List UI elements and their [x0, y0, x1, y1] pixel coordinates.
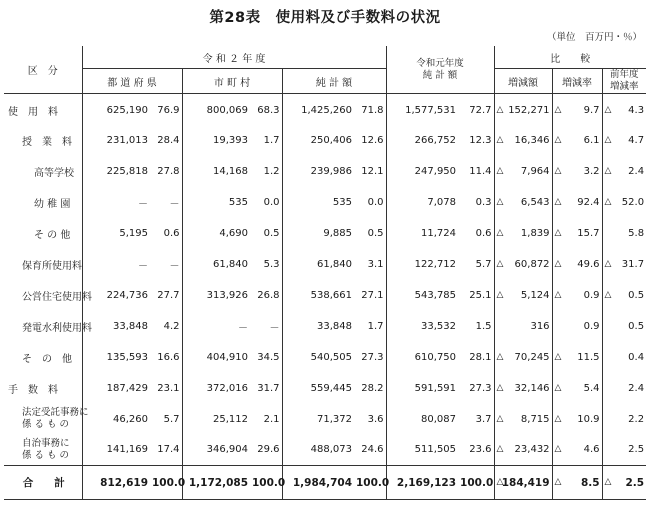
municipality-percent: 31.7 [257, 382, 280, 394]
net-total-percent: 12.1 [361, 165, 384, 177]
decrease-mark: △ [496, 258, 504, 269]
row-label: 幼 稚 園 [34, 198, 71, 210]
table-row [4, 187, 646, 218]
municipality-value: 404,910 [182, 342, 250, 373]
prev-change-rate-value: 31.7 [621, 258, 645, 270]
decrease-mark: △ [604, 165, 612, 176]
r1-net-total-percent: 28.1 [469, 351, 492, 363]
change-amount [494, 404, 552, 435]
prefecture-percent: 17.4 [157, 444, 180, 456]
header-r1-line2: 純 計 額 [422, 69, 458, 81]
prev-change-rate-value: 4.3 [628, 104, 645, 116]
change-amount-value: 5,124 [520, 289, 550, 301]
net-total-percent: 71.8 [361, 104, 384, 116]
municipality-value: 800,069 [182, 94, 250, 125]
change-rate-value: 8.5 [580, 476, 600, 489]
net-total-value: 535 [282, 187, 354, 218]
net-total-value: 540,505 [282, 342, 354, 373]
change-rate-value: 4.6 [583, 444, 600, 456]
change-rate-value: 49.6 [577, 258, 600, 270]
r1-net-total-percent: 1.5 [475, 320, 492, 332]
net-total-percent: 3.1 [367, 258, 384, 270]
decrease-mark: △ [496, 476, 504, 487]
header-prev-rate-line2: 増減率 [610, 81, 639, 92]
r1-net-total-percent: 3.7 [475, 413, 492, 425]
prefecture-value: － [82, 187, 150, 218]
prefecture-percent: 28.4 [157, 134, 180, 146]
decrease-mark: △ [554, 289, 562, 300]
r1-net-total-percent: 12.3 [469, 134, 492, 146]
net-total-value: 9,885 [282, 218, 354, 249]
row-label-line2: 係 る も の [22, 419, 70, 430]
municipality-percent: 1.7 [263, 134, 280, 146]
prefecture-percent: － [169, 260, 180, 272]
net-total-percent: 0.5 [367, 227, 384, 239]
prev-change-rate [602, 156, 646, 187]
prefecture-value: 225,818 [82, 156, 150, 187]
prev-change-rate [602, 311, 646, 342]
prev-change-rate [602, 373, 646, 404]
page-title: 第28表 使用料及び手数料の状況 [209, 10, 441, 26]
prefecture-percent: 27.8 [157, 165, 180, 177]
table-row [4, 218, 646, 249]
r1-net-total-percent: 0.6 [475, 227, 492, 239]
prefecture-percent: 0.6 [163, 227, 180, 239]
header-prev-rate [602, 69, 646, 94]
decrease-mark: △ [496, 351, 504, 362]
total-row [4, 466, 646, 500]
municipality-value: 19,393 [182, 125, 250, 156]
change-rate [552, 311, 602, 342]
prev-change-rate-value: 0.4 [628, 351, 645, 363]
r1-net-total-value: 511,505 [386, 435, 458, 466]
prev-change-rate [602, 435, 646, 466]
prev-change-rate-value: 2.5 [628, 444, 645, 456]
prev-change-rate [602, 404, 646, 435]
net-total-percent: 27.1 [361, 289, 384, 301]
change-amount-value: 60,872 [514, 258, 550, 270]
municipality-value: 25,112 [182, 404, 250, 435]
row-label: そ の 他 [34, 229, 71, 241]
header-municipality: 市 町 村 [182, 69, 282, 94]
row-label-line2: 係 る も の [22, 449, 70, 461]
change-amount [494, 373, 552, 404]
change-rate [552, 435, 602, 466]
r1-net-total-value: 80,087 [386, 404, 458, 435]
prev-change-rate-value: 0.5 [628, 320, 645, 332]
table-row [4, 249, 646, 280]
prefecture-percent: 4.2 [163, 320, 180, 332]
net-total-value: 33,848 [282, 311, 354, 342]
row-label: 手 数 料 [8, 384, 58, 396]
decrease-mark: △ [554, 134, 562, 145]
change-rate [552, 218, 602, 249]
change-rate-value: 5.4 [583, 382, 600, 394]
r1-net-total-percent: 25.1 [469, 289, 492, 301]
header-r1-line1: 令和元年度 [416, 57, 464, 69]
municipality-percent: － [269, 322, 280, 334]
decrease-mark: △ [554, 476, 562, 487]
change-amount-value: 23,432 [514, 444, 550, 456]
prev-change-rate-value: 52.0 [621, 196, 645, 208]
municipality-percent: 68.3 [257, 104, 280, 116]
prev-change-rate [602, 94, 646, 125]
prefecture-value: 135,593 [82, 342, 150, 373]
header-r1 [386, 46, 494, 94]
table-row [4, 342, 646, 373]
change-amount-value: 316 [530, 320, 550, 332]
change-rate-value: 3.2 [583, 165, 600, 177]
r1-net-total-percent: 0.3 [475, 196, 492, 208]
prev-change-rate-value: 2.4 [628, 382, 645, 394]
change-amount-value: 8,715 [520, 413, 550, 425]
prefecture-percent: － [169, 198, 180, 210]
prev-change-rate [602, 249, 646, 280]
change-rate-value: 0.9 [583, 289, 600, 301]
prefecture-value: 224,736 [82, 280, 150, 311]
prefecture-value: － [82, 249, 150, 280]
table-row [4, 311, 646, 342]
municipality-value: 14,168 [182, 156, 250, 187]
change-amount [494, 311, 552, 342]
header-net-total: 純 計 額 [282, 69, 386, 94]
r1-net-total-value: 266,752 [386, 125, 458, 156]
decrease-mark: △ [554, 227, 562, 238]
prev-change-rate-value: 4.7 [628, 134, 645, 146]
change-amount-value: 1,839 [520, 227, 550, 239]
municipality-value: 346,904 [182, 435, 250, 466]
prev-change-rate [602, 280, 646, 311]
net-total-percent: 28.2 [361, 382, 384, 394]
prefecture-value: 46,260 [82, 404, 150, 435]
net-total-value: 488,073 [282, 435, 354, 466]
header-change-rate: 増減率 [552, 69, 602, 94]
decrease-mark: △ [496, 165, 504, 176]
row-label-line1: 法定受託事務に [22, 407, 89, 418]
municipality-value: － [182, 311, 250, 342]
r1-net-total-percent: 72.7 [469, 104, 492, 116]
decrease-mark: △ [496, 444, 504, 455]
change-amount [494, 466, 552, 500]
net-total-percent: 27.3 [361, 351, 384, 363]
change-amount-value: 16,346 [514, 134, 550, 146]
decrease-mark: △ [554, 258, 562, 269]
r1-net-total-value: 11,724 [386, 218, 458, 249]
header-prev-rate-line1: 前年度 [610, 69, 639, 80]
municipality-value: 61,840 [182, 249, 250, 280]
header-comparison: 比 較 [494, 46, 646, 69]
municipality-percent: 0.5 [263, 227, 280, 239]
municipality-percent: 34.5 [257, 351, 280, 363]
net-total-value: 538,661 [282, 280, 354, 311]
table-row [4, 404, 646, 435]
decrease-mark: △ [554, 196, 562, 207]
net-total-value: 1,984,704 [282, 466, 354, 500]
municipality-percent: 26.8 [257, 289, 280, 301]
prev-change-rate-value: 2.5 [625, 476, 645, 489]
row-label: 高等学校 [34, 167, 74, 179]
decrease-mark: △ [554, 444, 562, 455]
prev-change-rate [602, 125, 646, 156]
r1-net-total-percent: 27.3 [469, 382, 492, 394]
decrease-mark: △ [496, 196, 504, 207]
prefecture-value: 141,169 [82, 435, 150, 466]
decrease-mark: △ [554, 413, 562, 424]
decrease-mark: △ [554, 351, 562, 362]
row-label [4, 404, 89, 435]
change-amount-value: 152,271 [508, 104, 550, 116]
unit-label: （単位 百万円・％） [546, 32, 642, 43]
row-label: 使 用 料 [8, 106, 58, 118]
change-amount [494, 94, 552, 125]
change-rate [552, 94, 602, 125]
change-rate-value: 10.9 [577, 413, 600, 425]
municipality-value: 372,016 [182, 373, 250, 404]
change-amount-value: 32,146 [514, 382, 550, 394]
prev-change-rate-value: 2.2 [628, 413, 645, 425]
prefecture-percent: 16.6 [157, 351, 180, 363]
net-total-value: 71,372 [282, 404, 354, 435]
r1-net-total-percent: 100.0 [460, 476, 494, 489]
change-amount [494, 280, 552, 311]
change-amount [494, 435, 552, 466]
header-r2: 令 和 ２ 年 度 [82, 46, 386, 69]
r1-net-total-value: 1,577,531 [386, 94, 458, 125]
decrease-mark: △ [604, 258, 612, 269]
decrease-mark: △ [554, 104, 562, 115]
net-total-percent: 100.0 [356, 476, 390, 489]
prev-change-rate [602, 466, 646, 500]
change-rate [552, 125, 602, 156]
net-total-value: 61,840 [282, 249, 354, 280]
header-change-amount: 増減額 [494, 69, 552, 94]
decrease-mark: △ [496, 227, 504, 238]
net-total-percent: 0.0 [367, 196, 384, 208]
change-amount [494, 249, 552, 280]
prefecture-percent: 100.0 [152, 476, 186, 489]
prefecture-value: 625,190 [82, 94, 150, 125]
net-total-percent: 3.6 [367, 413, 384, 425]
change-rate [552, 404, 602, 435]
header-kubun: 区 分 [4, 46, 82, 94]
data-table [4, 46, 646, 500]
table-row [4, 373, 646, 404]
row-label [4, 435, 82, 466]
change-amount-value: 7,964 [520, 165, 550, 177]
municipality-percent: 29.6 [257, 444, 280, 456]
table-body [4, 94, 646, 500]
r1-net-total-percent: 11.4 [469, 165, 492, 177]
decrease-mark: △ [496, 382, 504, 393]
change-rate [552, 249, 602, 280]
municipality-value: 313,926 [182, 280, 250, 311]
decrease-mark: △ [604, 196, 612, 207]
prev-change-rate-value: 0.5 [628, 289, 645, 301]
prev-change-rate [602, 218, 646, 249]
change-rate [552, 342, 602, 373]
net-total-value: 250,406 [282, 125, 354, 156]
decrease-mark: △ [554, 165, 562, 176]
row-label: そ の 他 [22, 353, 72, 365]
municipality-percent: 0.0 [263, 196, 280, 208]
municipality-value: 1,172,085 [182, 466, 250, 500]
change-rate [552, 466, 602, 500]
r1-net-total-value: 247,950 [386, 156, 458, 187]
header-prefecture: 都 道 府 県 [82, 69, 182, 94]
municipality-percent: 2.1 [263, 413, 280, 425]
table-row [4, 156, 646, 187]
r1-net-total-value: 2,169,123 [386, 466, 458, 500]
decrease-mark: △ [604, 104, 612, 115]
change-amount [494, 342, 552, 373]
change-rate-value: 15.7 [577, 227, 600, 239]
table-row [4, 94, 646, 125]
prev-change-rate [602, 187, 646, 218]
prefecture-value: 812,619 [82, 466, 150, 500]
prefecture-value: 231,013 [82, 125, 150, 156]
net-total-percent: 12.6 [361, 134, 384, 146]
net-total-percent: 24.6 [361, 444, 384, 456]
decrease-mark: △ [496, 413, 504, 424]
prefecture-value: 5,195 [82, 218, 150, 249]
decrease-mark: △ [604, 289, 612, 300]
municipality-percent: 1.2 [263, 165, 280, 177]
table-row [4, 435, 646, 466]
change-rate-value: 9.7 [583, 104, 600, 116]
change-amount [494, 125, 552, 156]
prev-change-rate-value: 5.8 [628, 227, 645, 239]
change-rate-value: 6.1 [583, 134, 600, 146]
prev-change-rate [602, 342, 646, 373]
r1-net-total-value: 543,785 [386, 280, 458, 311]
table-row [4, 125, 646, 156]
net-total-value: 1,425,260 [282, 94, 354, 125]
r1-net-total-value: 122,712 [386, 249, 458, 280]
change-amount-value: 184,419 [501, 476, 550, 489]
row-label-line1: 自治事務に [22, 437, 70, 449]
prefecture-percent: 27.7 [157, 289, 180, 301]
change-amount [494, 156, 552, 187]
decrease-mark: △ [604, 134, 612, 145]
municipality-percent: 100.0 [252, 476, 286, 489]
decrease-mark: △ [604, 476, 612, 487]
change-amount-value: 70,245 [514, 351, 550, 363]
row-label: 合 計 [22, 477, 65, 489]
r1-net-total-value: 610,750 [386, 342, 458, 373]
decrease-mark: △ [496, 134, 504, 145]
change-amount [494, 187, 552, 218]
r1-net-total-percent: 23.6 [469, 444, 492, 456]
prev-change-rate-value: 2.4 [628, 165, 645, 177]
change-rate-value: 0.9 [583, 320, 600, 332]
change-rate-value: 92.4 [577, 196, 600, 208]
decrease-mark: △ [554, 382, 562, 393]
change-rate-value: 11.5 [577, 351, 600, 363]
prefecture-percent: 76.9 [157, 104, 180, 116]
municipality-value: 4,690 [182, 218, 250, 249]
prefecture-value: 187,429 [82, 373, 150, 404]
net-total-percent: 1.7 [367, 320, 384, 332]
table-row [4, 280, 646, 311]
r1-net-total-value: 7,078 [386, 187, 458, 218]
change-amount-value: 6,543 [520, 196, 550, 208]
r1-net-total-value: 591,591 [386, 373, 458, 404]
municipality-percent: 5.3 [263, 258, 280, 270]
row-label: 公営住宅使用料 [22, 291, 92, 303]
r1-net-total-value: 33,532 [386, 311, 458, 342]
change-rate [552, 280, 602, 311]
change-amount [494, 218, 552, 249]
change-rate [552, 156, 602, 187]
row-label: 発電水利使用料 [22, 322, 92, 334]
decrease-mark: △ [496, 104, 504, 115]
net-total-value: 559,445 [282, 373, 354, 404]
row-label: 授 業 料 [22, 136, 72, 148]
decrease-mark: △ [496, 289, 504, 300]
row-label: 保育所使用料 [22, 260, 82, 272]
net-total-value: 239,986 [282, 156, 354, 187]
municipality-value: 535 [182, 187, 250, 218]
change-rate [552, 187, 602, 218]
r1-net-total-percent: 5.7 [475, 258, 492, 270]
prefecture-percent: 5.7 [163, 413, 180, 425]
prefecture-percent: 23.1 [157, 382, 180, 394]
prefecture-value: 33,848 [82, 311, 150, 342]
change-rate [552, 373, 602, 404]
